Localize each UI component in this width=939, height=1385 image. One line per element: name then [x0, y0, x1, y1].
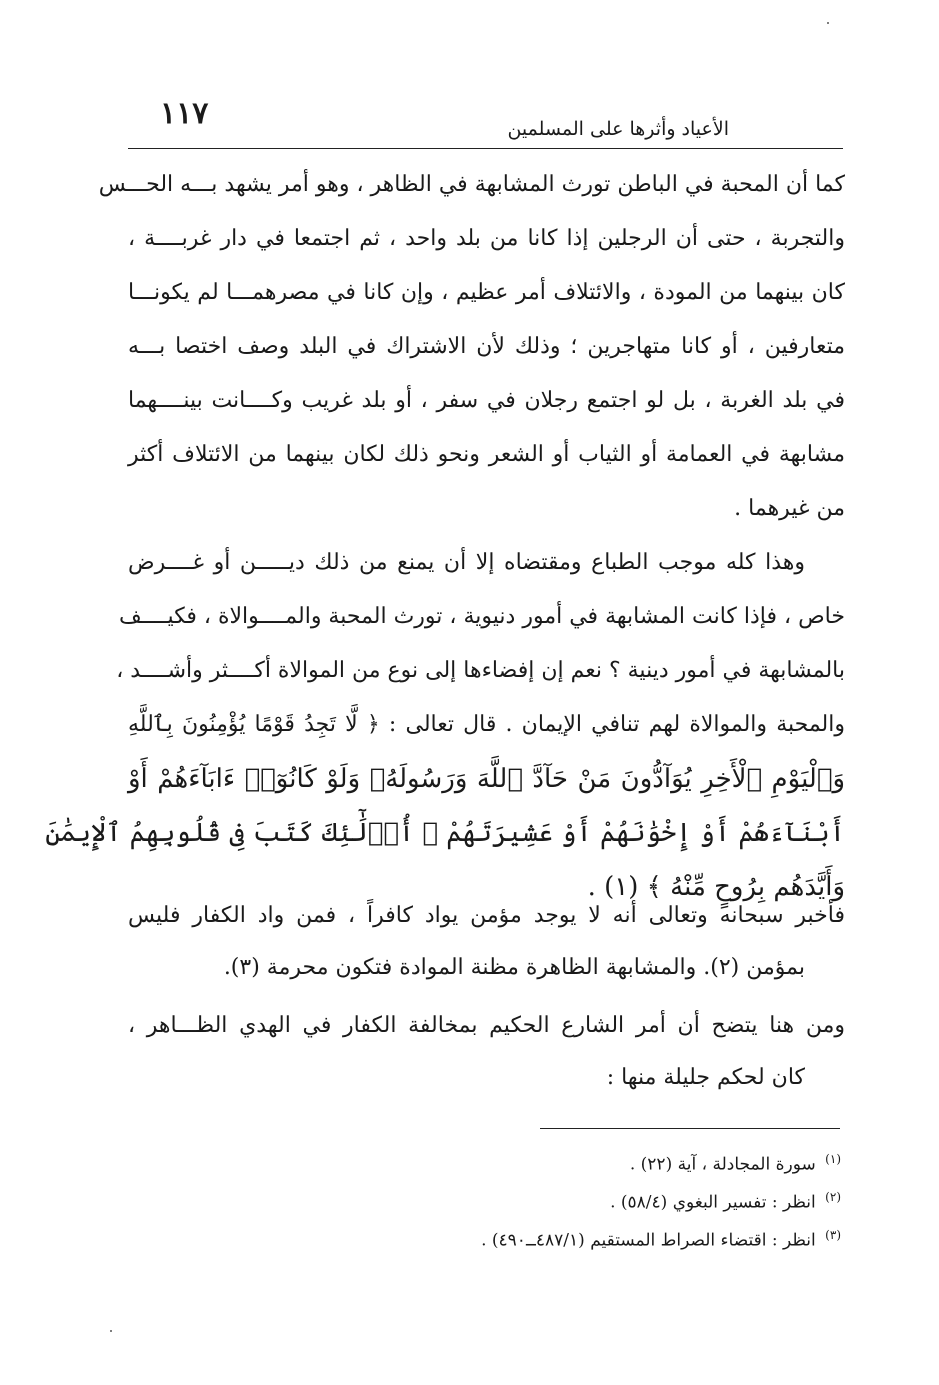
text-line: والتجربة ، حتى أن الرجلين إذا كانا من بلد واحد ، ثم اجتمعا في دار غربــــة ،	[128, 226, 845, 251]
quran-verse-line: وَٱلْيَوْمِ ٱلْأَخِرِ يُوَآدُّونَ مَنْ حَآدَّ ٱللَّهَ وَرَسُولَهُۥ وَلَوْ كَانُوٓا۟ ءَابَآءَهُمْ أَوْ	[128, 764, 845, 794]
text-line: في بلد الغربة ، بل لو اجتمع رجلان في سفر ، أو بلد غريب وكــــانت بينــــهما	[128, 388, 845, 413]
footnote-number: (١)	[825, 1152, 841, 1166]
text-line: كما أن المحبة في الباطن تورث المشابهة في الظاهر ، وهو أمر يشهد بـــه الحـــس	[98, 172, 845, 197]
footnote-text: سورة المجادلة ، آية (٢٢) .	[629, 1154, 816, 1175]
scan-speck	[827, 22, 829, 24]
paragraph-4	[128, 1000, 845, 1104]
text-line: ومن هنا يتضح أن أمر الشارع الحكيم بمخالفة الكفار في الهدي الظـــاهر ،	[128, 1013, 845, 1038]
text-line: وهذا كله موجب الطباع ومقتضاه إلا أن يمنع من ذلك ديـــــن أو غــــرض	[128, 550, 805, 575]
footnote-text: انظر : اقتضاء الصراط المستقيم (٤٨٧/١ــ٤٩٠) .	[481, 1230, 816, 1251]
footnotes	[121, 1140, 841, 1254]
text-line: مشابهة في العمامة أو الثياب أو الشعر ونحو ذلك لكان بينهما من الائتلاف أكثر	[128, 442, 845, 467]
running-title: الأعياد وأثرها على المسلمين	[507, 118, 729, 140]
footnote	[121, 1216, 841, 1254]
footnote-number: (٣)	[825, 1228, 841, 1242]
footnote-text: انظر : تفسير البغوي (٥٨/٤) .	[610, 1192, 816, 1213]
quran-verse-line: وَأَيَّدَهُم بِرُوحٍ مِّنْهُ ﴾ (١) .	[587, 872, 845, 902]
header-divider	[128, 148, 843, 149]
text-line: فأخبر سبحانه وتعالى أنه لا يوجد مؤمن يواد كافراً ، فمن واد الكفار فليس	[128, 903, 845, 928]
text-line: بالمشابهة في أمور دينية ؟ نعم إن إفضاءها إلى نوع من الموالاة أكــــثر وأشــــد ،	[116, 658, 845, 683]
text-line: والمحبة والموالاة لهم تنافي الإيمان . قال تعالى : ﴿ لَّا تَجِدُ قَوْمًا يُؤْمِنُونَ بِٱللَّهِ	[128, 712, 845, 737]
footnote-number: (٢)	[825, 1190, 841, 1204]
scan-speck	[110, 1330, 112, 1332]
quran-verse-line: أَبْنَآءَهُمْ أَوْ إِخْوَٰنَهُمْ أَوْ عَشِيرَتَهُمْ ۚ أُو۟لَٰٓئِكَ كَتَبَ فِى قُلُوبِهِمُ ٱلْإِيمَٰنَ	[45, 818, 845, 848]
paragraph-1	[98, 158, 845, 536]
text-line: بمؤمن (٢). والمشابهة الظاهرة مظنة الموادة فتكون محرمة (٣).	[223, 955, 805, 980]
page-number: ١١٧	[160, 96, 209, 131]
text-line: كان بينهما من المودة ، والائتلاف أمر عظيم ، وإن كانا في مصرهمـــا لم يكونـــا	[128, 280, 845, 305]
paragraph-3	[128, 890, 845, 994]
text-line: خاص ، فإذا كانت المشابهة في أمور دنيوية ، تورث المحبة والمــــوالاة ، فكيــــف	[119, 604, 845, 629]
footnote-divider	[540, 1128, 840, 1129]
footnote	[121, 1178, 841, 1216]
paragraph-2	[45, 536, 845, 914]
footnote	[121, 1140, 841, 1178]
text-line: متعارفين ، أو كانا متهاجرين ؛ وذلك لأن الاشتراك في البلد وصف اختصا بـــه	[128, 334, 845, 359]
text-line: كان لحكم جليلة منها :	[606, 1065, 805, 1090]
text-line: من غيرهما .	[734, 496, 845, 521]
